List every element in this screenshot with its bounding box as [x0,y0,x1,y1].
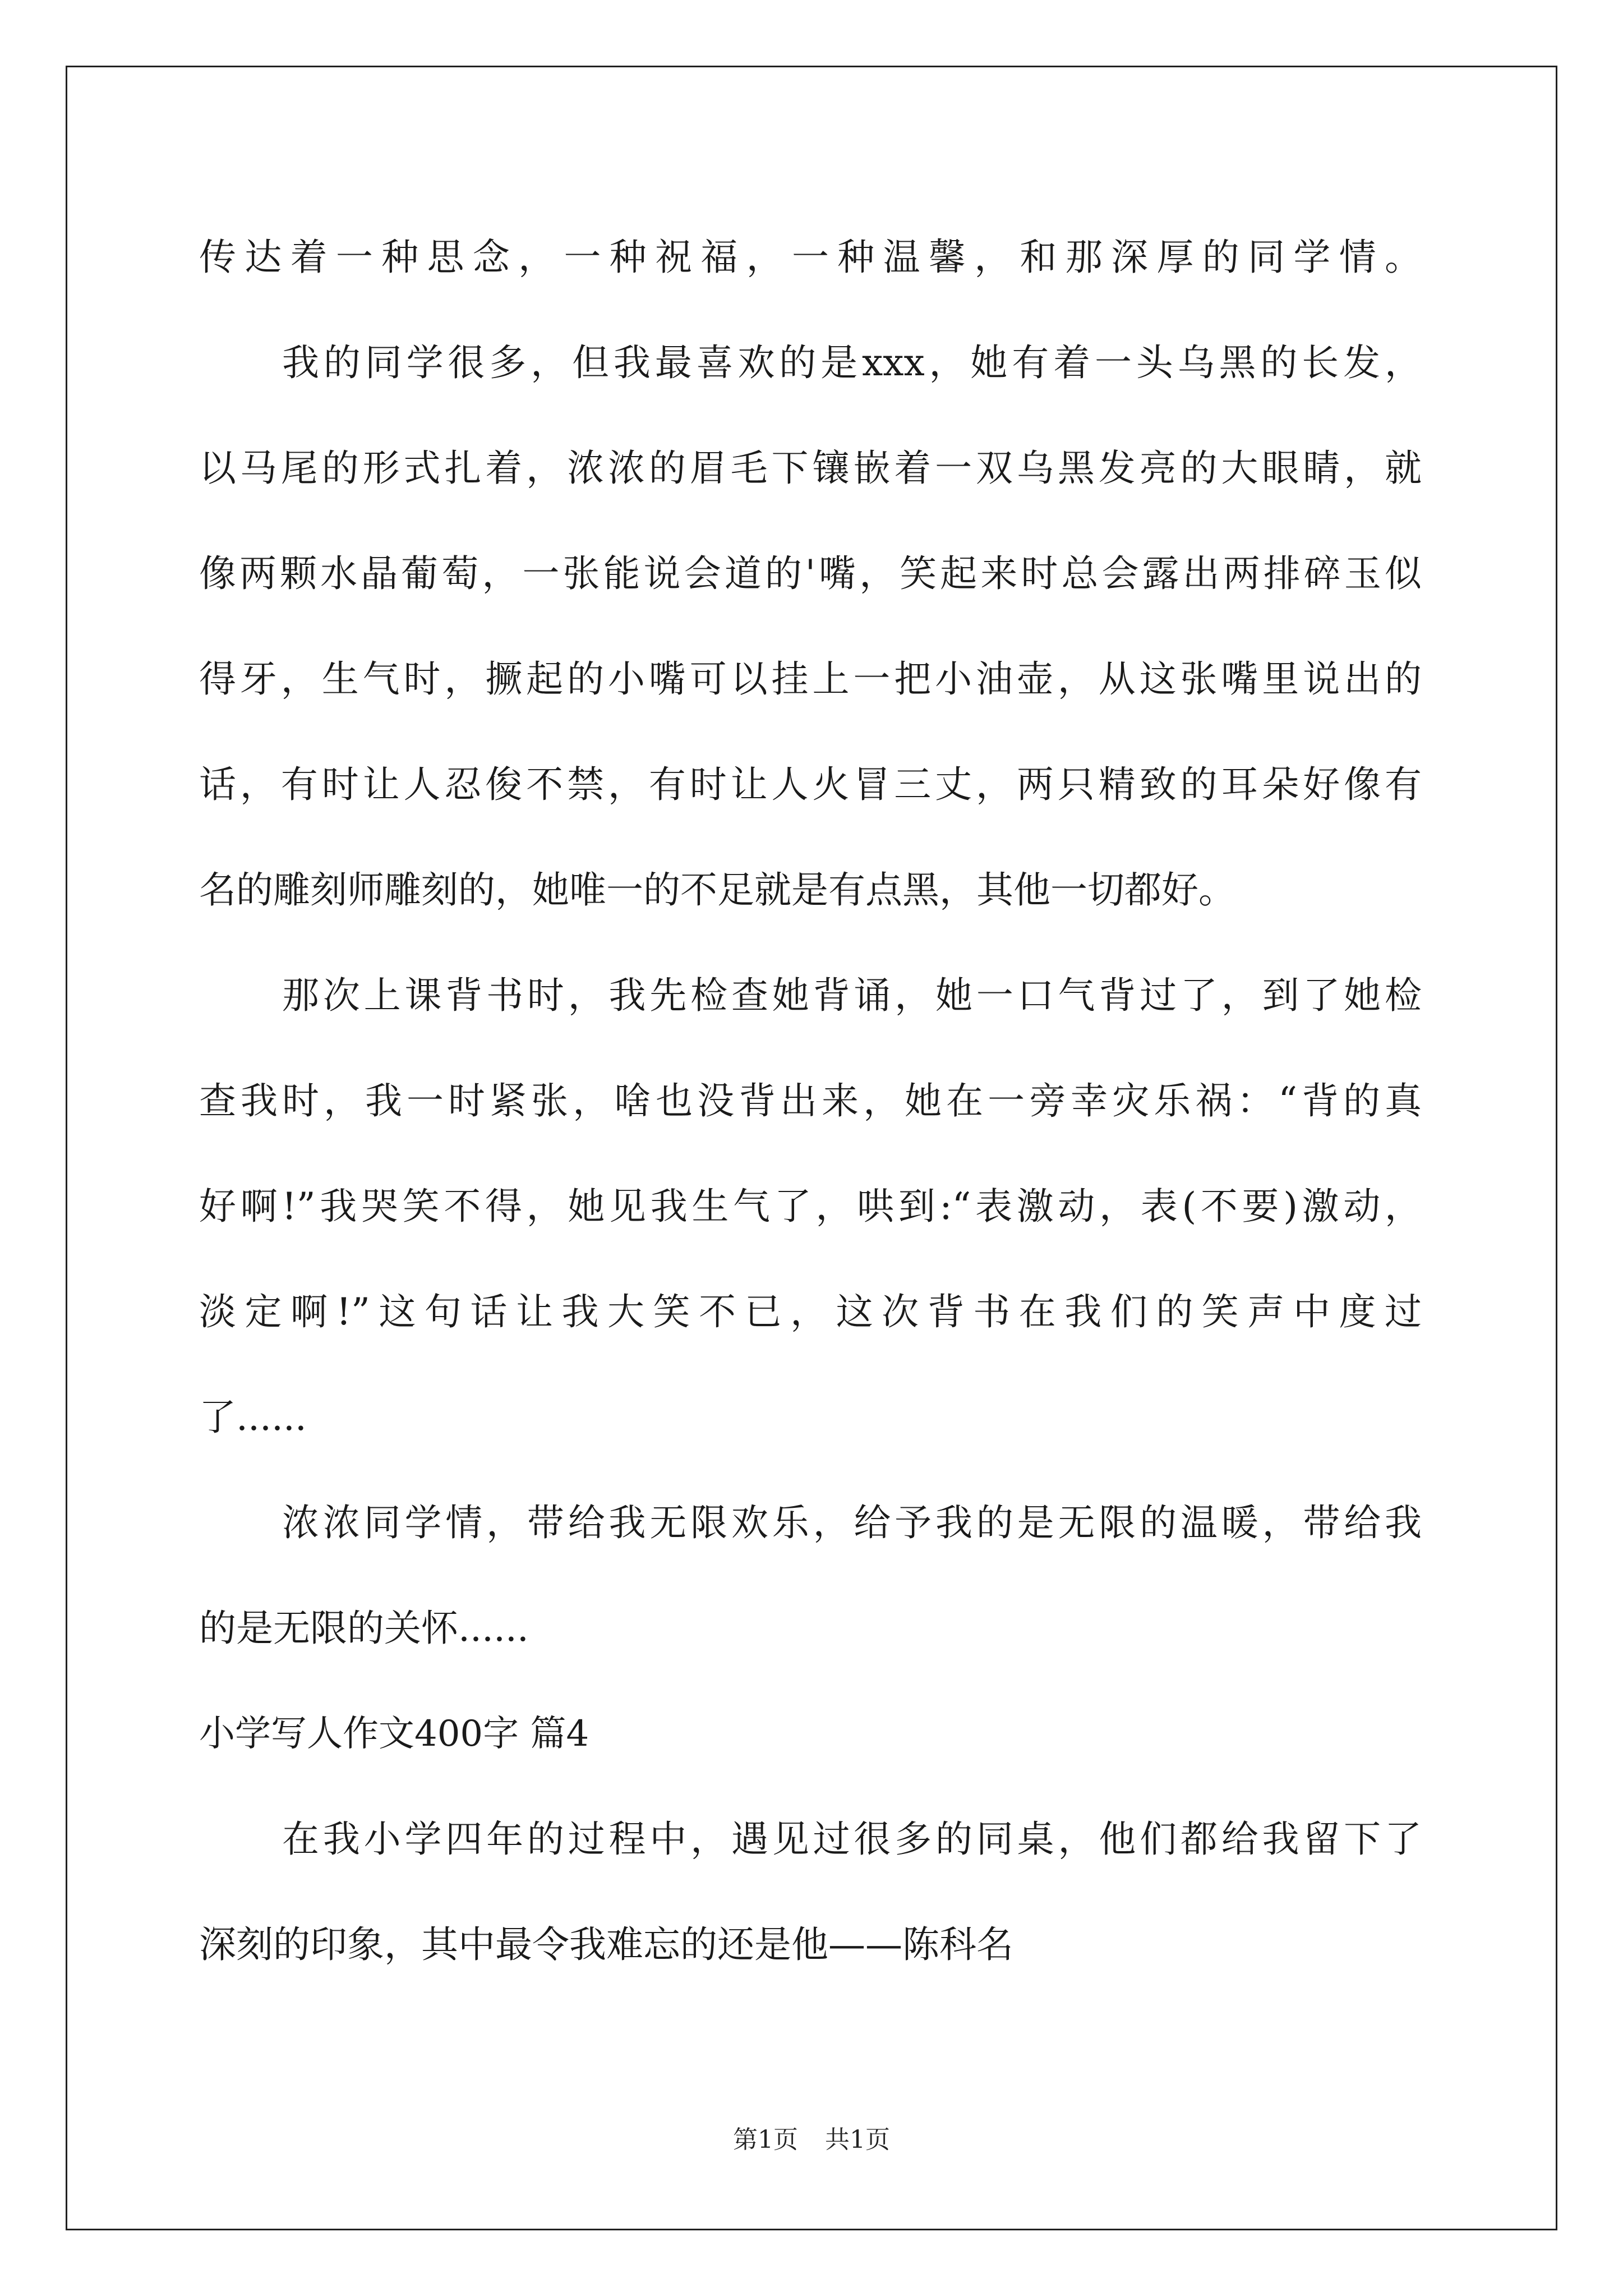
text-line: 查我时，我一时紧张，啥也没背出来，她在一旁幸灾乐祸：“背的真 [199,1079,1422,1122]
text-line: 名的雕刻师雕刻的，她唯一的不足就是有点黑，其他一切都好。 [199,868,1235,912]
page-footer [0,2123,1623,2157]
document-body [199,205,1422,1998]
text-line: 淡定啊!”这句话让我大笑不已，这次背书在我们的笑声中度过 [199,1290,1422,1333]
section-heading: 小学写人作文400字 篇4 [199,1713,589,1755]
text-line: 以马尾的形式扎着，浓浓的眉毛下镶嵌着一双乌黑发亮的大眼睛，就 [199,447,1422,490]
paragraph-start-line: 我的同学很多，但我最喜欢的是xxx，她有着一头乌黑的长发， [282,341,1422,384]
text-line: 得牙，生气时，撅起的小嘴可以挂上一把小油壶，从这张嘴里说出的 [199,657,1422,701]
text-line: 了...... [199,1396,307,1439]
page-number-total: 共1页 [825,2125,890,2154]
text-line: 像两颗水晶葡萄，一张能说会道的'嘴，笑起来时总会露出两排碎玉似 [199,552,1422,595]
text-line: 的是无限的关怀...... [199,1607,529,1650]
text-line: 话，有时让人忍俊不禁，有时让人火冒三丈，两只精致的耳朵好像有 [199,763,1422,806]
text-line: 好啊!”我哭笑不得，她见我生气了，哄到:“表激动，表(不要)激动， [199,1185,1422,1228]
paragraph-start-line: 那次上课背书时，我先检查她背诵，她一口气背过了，到了她检 [282,974,1422,1017]
text-line: 深刻的印象，其中最令我难忘的还是他——陈科名 [199,1923,1013,1966]
page-number-current: 第1页 [733,2125,798,2154]
paragraph-start-line: 浓浓同学情，带给我无限欢乐，给予我的是无限的温暖，带给我 [282,1501,1422,1544]
paragraph-start-line: 在我小学四年的过程中，遇见过很多的同桌，他们都给我留下了 [282,1818,1422,1861]
text-line: 传达着一种思念，一种祝福，一种温馨，和那深厚的同学情。 [199,236,1422,279]
